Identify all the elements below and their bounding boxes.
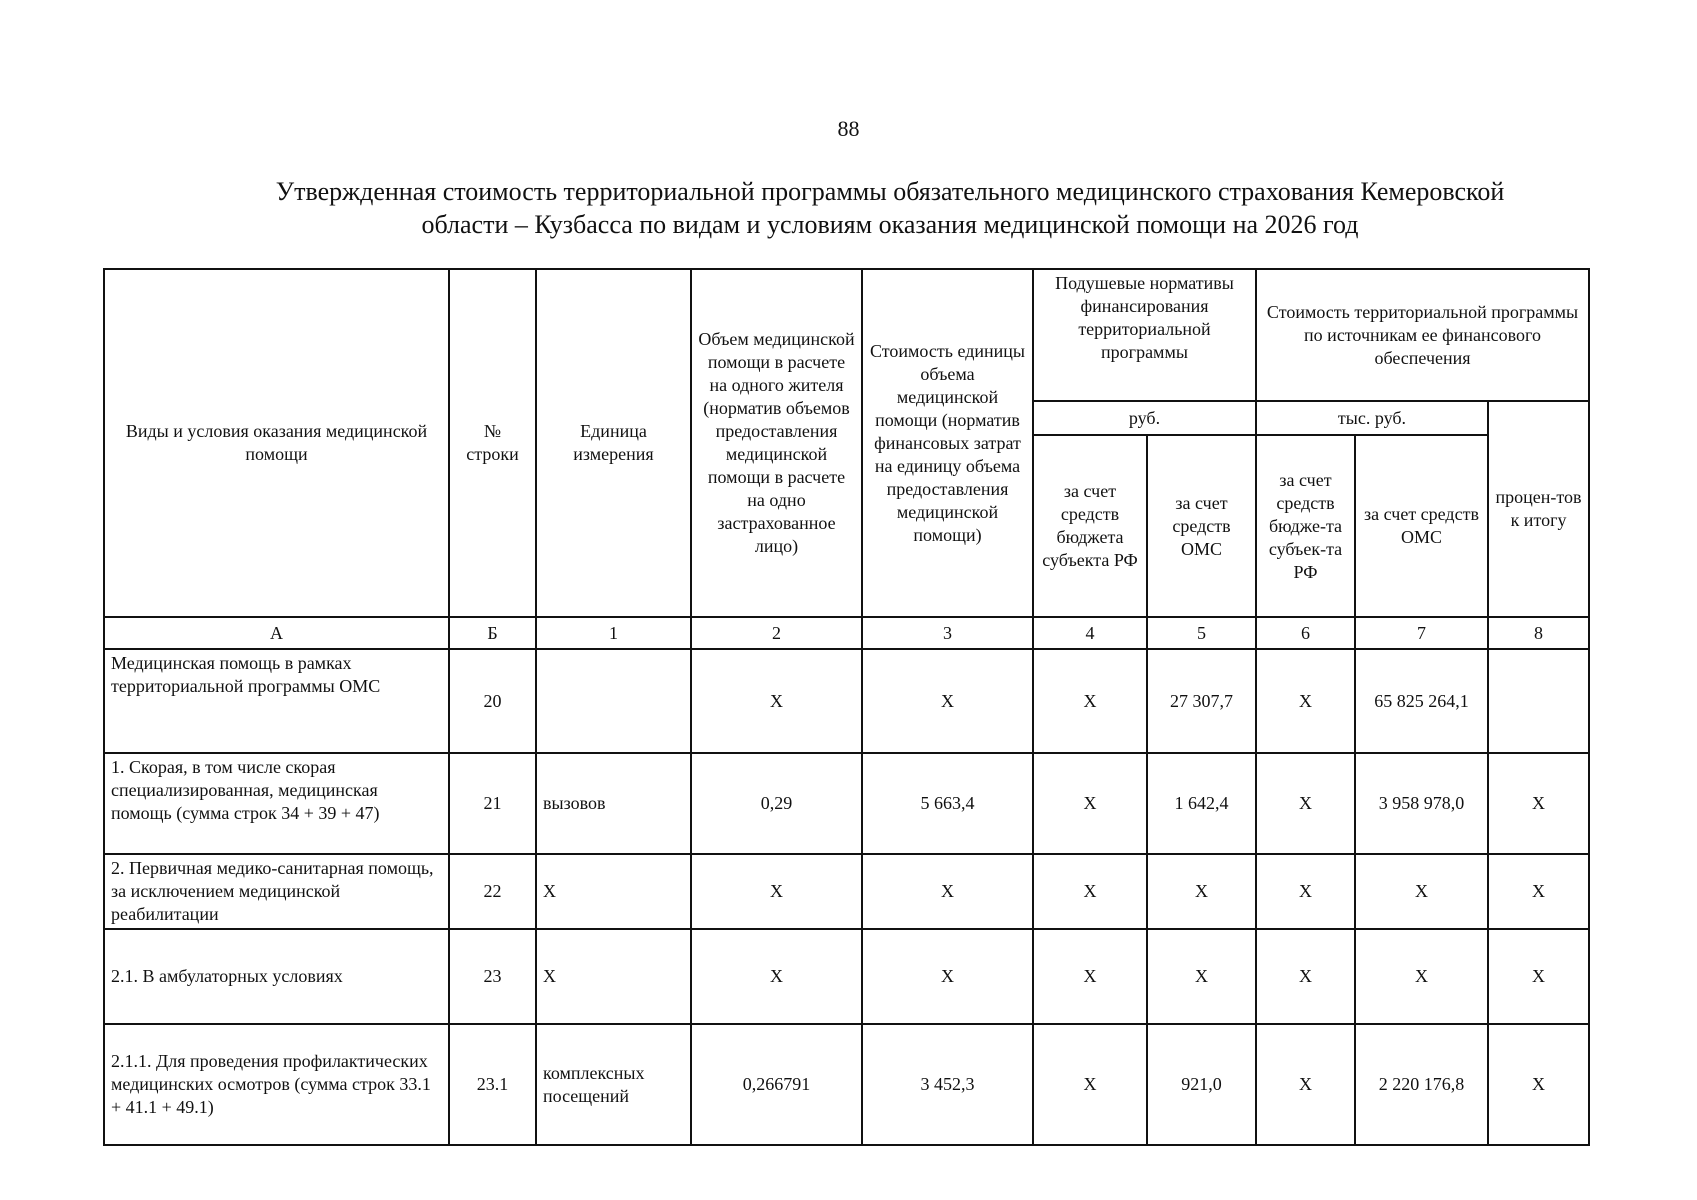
row-budget-total: X xyxy=(1256,854,1355,929)
row-number: 23.1 xyxy=(449,1024,536,1145)
header-volume: Объем медицинской помощи в расчете на одного жителя (норматив объемов предоставления медицинской помощи в расчете на одно застрахованное лицо) xyxy=(691,269,862,617)
table-row xyxy=(104,649,1589,753)
row-budget-per-capita: X xyxy=(1033,1024,1147,1145)
row-budget-per-capita: X xyxy=(1033,649,1147,753)
row-budget-total: X xyxy=(1256,649,1355,753)
row-percent: X xyxy=(1488,854,1589,929)
row-oms-per-capita: 1 642,4 xyxy=(1147,753,1256,854)
header-rub: руб. xyxy=(1033,401,1256,435)
row-oms-total: X xyxy=(1355,929,1488,1024)
table-row xyxy=(104,854,1589,929)
row-oms-per-capita: X xyxy=(1147,854,1256,929)
document-title-line-1: Утвержденная стоимость территориальной программы обязательного медицинского страхования Кемеровской xyxy=(275,177,1505,206)
header-budget-subject: за счет средств бюджета субъекта РФ xyxy=(1033,435,1147,617)
column-number: 6 xyxy=(1256,617,1355,649)
row-oms-total: 65 825 264,1 xyxy=(1355,649,1488,753)
table-row xyxy=(104,1024,1589,1145)
column-number: Б xyxy=(449,617,536,649)
row-unit: вызовов xyxy=(536,753,691,854)
column-number: 5 xyxy=(1147,617,1256,649)
row-number: 20 xyxy=(449,649,536,753)
page-number: 88 xyxy=(837,116,860,141)
row-oms-total: 3 958 978,0 xyxy=(1355,753,1488,854)
row-volume: X xyxy=(691,854,862,929)
row-volume: 0,29 xyxy=(691,753,862,854)
row-number: 22 xyxy=(449,854,536,929)
header-oms: за счет средств ОМС xyxy=(1147,435,1256,617)
row-number: 23 xyxy=(449,929,536,1024)
row-oms-per-capita: 921,0 xyxy=(1147,1024,1256,1145)
column-number: 3 xyxy=(862,617,1033,649)
column-number: 8 xyxy=(1488,617,1589,649)
column-number: 1 xyxy=(536,617,691,649)
row-percent: X xyxy=(1488,753,1589,854)
row-unit-cost: X xyxy=(862,854,1033,929)
row-name: 2.1.1. Для проведения профилактических медицинских осмотров (сумма строк 33.1 + 41.1 + 49.1) xyxy=(104,1024,449,1145)
row-unit-cost: 3 452,3 xyxy=(862,1024,1033,1145)
row-volume: X xyxy=(691,649,862,753)
row-unit: X xyxy=(536,854,691,929)
column-number: 7 xyxy=(1355,617,1488,649)
row-name: 2. Первичная медико-санитарная помощь, за исключением медицинской реабилитации xyxy=(104,854,449,929)
row-volume: 0,266791 xyxy=(691,1024,862,1145)
table-row xyxy=(104,753,1589,854)
header-percent: процен-тов к итогу xyxy=(1488,401,1589,617)
header-unit-cost: Стоимость единицы объема медицинской помощи (норматив финансовых затрат на единицу объема предоставления медицинской помощи) xyxy=(862,269,1033,617)
row-volume: X xyxy=(691,929,862,1024)
row-unit xyxy=(536,649,691,753)
row-percent xyxy=(1488,649,1589,753)
row-oms-total: 2 220 176,8 xyxy=(1355,1024,1488,1145)
row-budget-per-capita: X xyxy=(1033,929,1147,1024)
header-oms-thous: за счет средств ОМС xyxy=(1355,435,1488,617)
row-name: Медицинская помощь в рамках территориальной программы ОМС xyxy=(104,649,449,753)
document-title xyxy=(180,175,1600,241)
header-types: Виды и условия оказания медицинской помощи xyxy=(104,269,449,617)
header-program-cost: Стоимость территориальной программы по источникам ее финансового обеспечения xyxy=(1256,269,1589,401)
header-budget-subject-thous: за счет средств бюдже-та субъек-та РФ xyxy=(1256,435,1355,617)
header-per-capita: Подушевые нормативы финансирования территориальной программы xyxy=(1033,269,1256,401)
row-budget-per-capita: X xyxy=(1033,854,1147,929)
row-unit-cost: X xyxy=(862,649,1033,753)
row-unit-cost: 5 663,4 xyxy=(862,753,1033,854)
column-numbers-row xyxy=(104,617,1589,649)
row-budget-total: X xyxy=(1256,753,1355,854)
row-oms-total: X xyxy=(1355,854,1488,929)
row-unit: X xyxy=(536,929,691,1024)
column-number: 4 xyxy=(1033,617,1147,649)
row-budget-total: X xyxy=(1256,1024,1355,1145)
row-budget-total: X xyxy=(1256,929,1355,1024)
document-title-line-2: области – Кузбасса по видам и условиям оказания медицинской помощи на 2026 год xyxy=(421,210,1359,239)
row-percent: X xyxy=(1488,929,1589,1024)
column-number: А xyxy=(104,617,449,649)
row-number: 21 xyxy=(449,753,536,854)
row-oms-per-capita: X xyxy=(1147,929,1256,1024)
row-oms-per-capita: 27 307,7 xyxy=(1147,649,1256,753)
row-percent: X xyxy=(1488,1024,1589,1145)
header-unit: Единица измерения xyxy=(536,269,691,617)
row-name: 1. Скорая, в том числе скорая специализированная, медицинская помощь (сумма строк 34 + 39 + 47) xyxy=(104,753,449,854)
header-thous-rub: тыс. руб. xyxy=(1256,401,1488,435)
column-number: 2 xyxy=(691,617,862,649)
row-name: 2.1. В амбулаторных условиях xyxy=(104,929,449,1024)
program-cost-table xyxy=(103,268,1590,1146)
row-budget-per-capita: X xyxy=(1033,753,1147,854)
header-row-1 xyxy=(104,269,1589,401)
row-unit-cost: X xyxy=(862,929,1033,1024)
row-unit: комплексных посещений xyxy=(536,1024,691,1145)
header-row-number: № строки xyxy=(449,269,536,617)
table-row xyxy=(104,929,1589,1024)
